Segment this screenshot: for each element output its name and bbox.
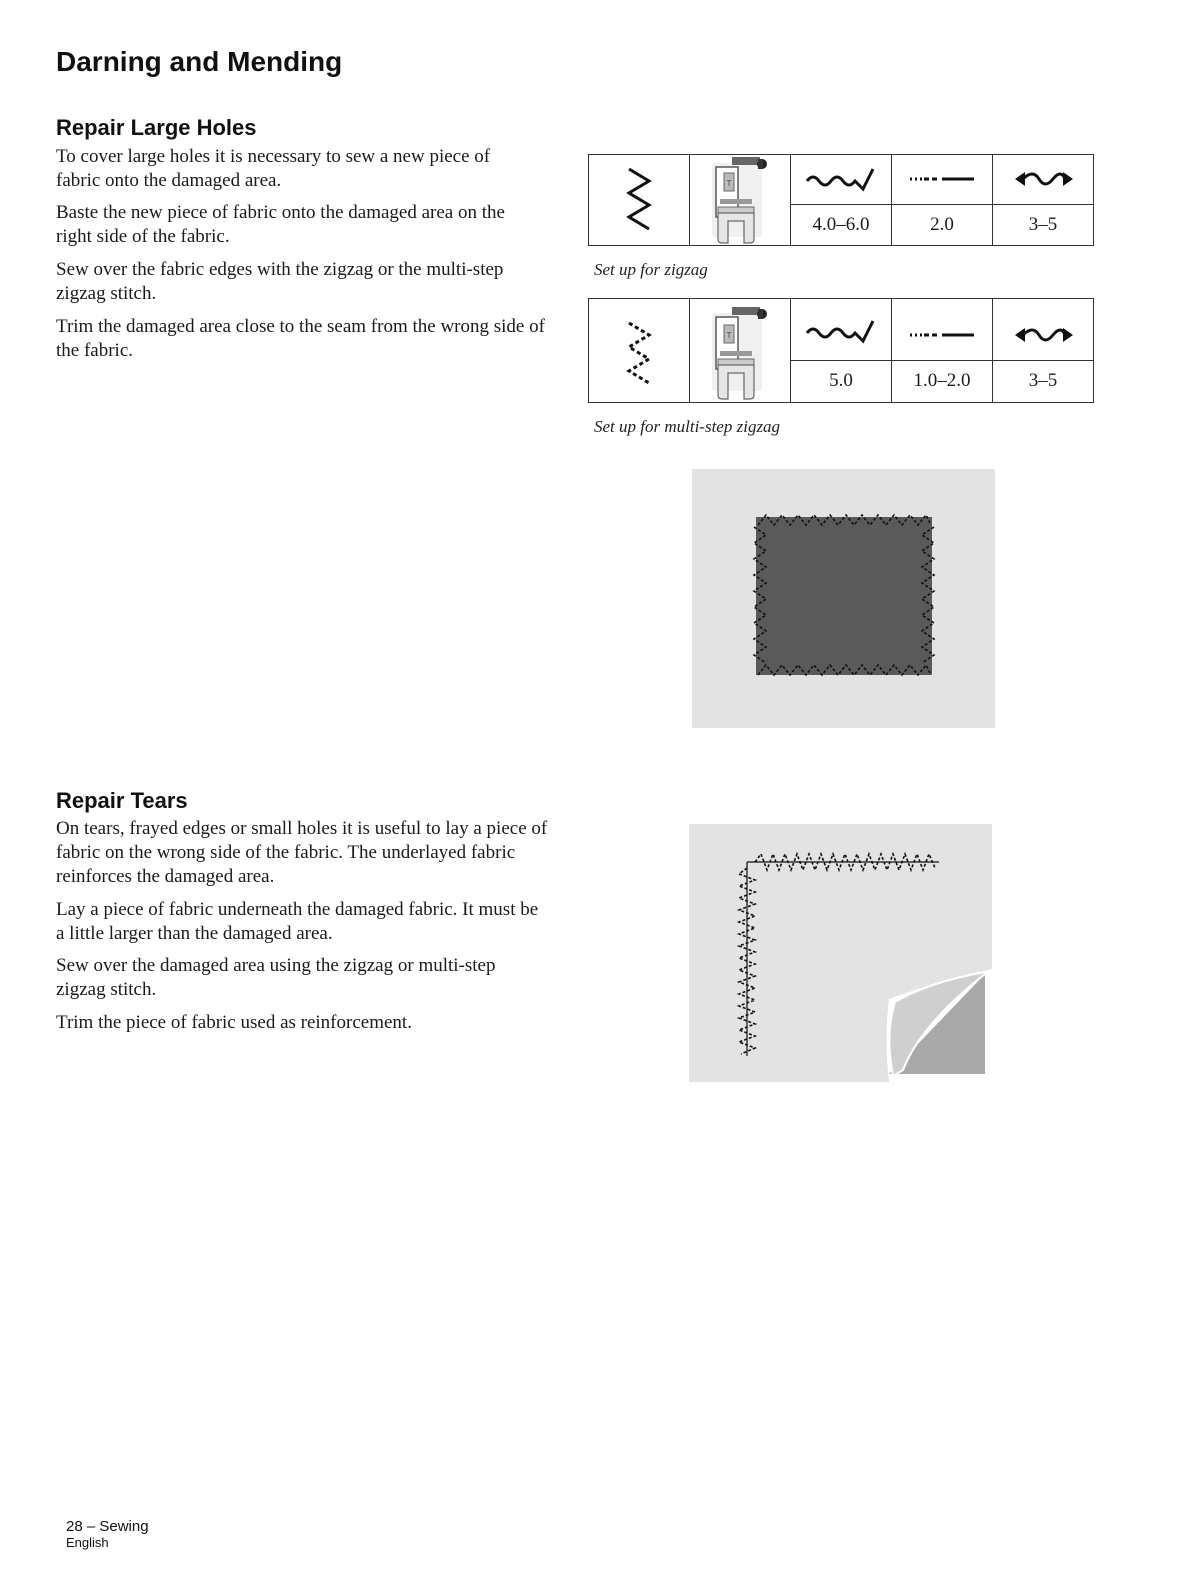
multistep-tension-value: 3–5 bbox=[993, 360, 1094, 402]
caption-zigzag: Set up for zigzag bbox=[594, 260, 708, 279]
stitch-width-icon bbox=[791, 155, 892, 205]
section-heading-tears: Repair Tears bbox=[56, 788, 188, 813]
presser-foot-icon bbox=[690, 155, 791, 246]
page-title: Darning and Mending bbox=[56, 46, 343, 77]
stitch-length-icon bbox=[892, 299, 993, 361]
stitch-width-icon bbox=[791, 299, 892, 361]
settings-table-multistep bbox=[588, 298, 1094, 403]
multistep-width-value: 5.0 bbox=[791, 360, 892, 402]
stitch-length-icon bbox=[892, 155, 993, 205]
holes-paragraph-2: Baste the new piece of fabric onto the damaged area on the right side of the fabric. bbox=[56, 202, 505, 247]
multistep-zigzag-icon bbox=[589, 299, 690, 403]
multistep-length-value: 1.0–2.0 bbox=[892, 360, 993, 402]
tears-paragraph-2: Lay a piece of fabric underneath the damaged fabric. It must be a little larger than the damaged area. bbox=[56, 899, 539, 944]
presser-foot-icon bbox=[690, 299, 791, 403]
tears-paragraph-1: On tears, frayed edges or small holes it is useful to lay a piece of fabric on the wrong side of the fabric. The underlayed fabric reinforces the damaged area. bbox=[56, 818, 548, 887]
zigzag-stitch-icon bbox=[589, 155, 690, 246]
settings-table-zigzag bbox=[588, 154, 1094, 246]
zigzag-width-value: 4.0–6.0 bbox=[791, 204, 892, 245]
zigzag-length-value: 2.0 bbox=[892, 204, 993, 245]
patch-illustration bbox=[692, 469, 995, 728]
svg-text:T: T bbox=[726, 331, 732, 340]
section-heading-holes: Repair Large Holes bbox=[56, 115, 257, 140]
thread-tension-icon bbox=[993, 155, 1094, 205]
caption-multistep: Set up for multi-step zigzag bbox=[594, 417, 781, 436]
tear-illustration bbox=[689, 824, 992, 1082]
svg-text:T: T bbox=[726, 179, 732, 188]
thread-tension-icon bbox=[993, 299, 1094, 361]
holes-paragraph-3: Sew over the fabric edges with the zigzag or the multi-step zigzag stitch. bbox=[56, 259, 504, 304]
footer-language: English bbox=[66, 1535, 109, 1550]
footer-page-number: 28 – Sewing bbox=[66, 1518, 149, 1535]
zigzag-tension-value: 3–5 bbox=[993, 204, 1094, 245]
holes-paragraph-1: To cover large holes it is necessary to sew a new piece of fabric onto the damaged area. bbox=[56, 146, 491, 191]
tears-paragraph-4: Trim the piece of fabric used as reinforcement. bbox=[56, 1012, 412, 1033]
holes-paragraph-4: Trim the damaged area close to the seam from the wrong side of the fabric. bbox=[56, 316, 545, 361]
tears-paragraph-3: Sew over the damaged area using the zigzag or multi-step zigzag stitch. bbox=[56, 955, 496, 1000]
